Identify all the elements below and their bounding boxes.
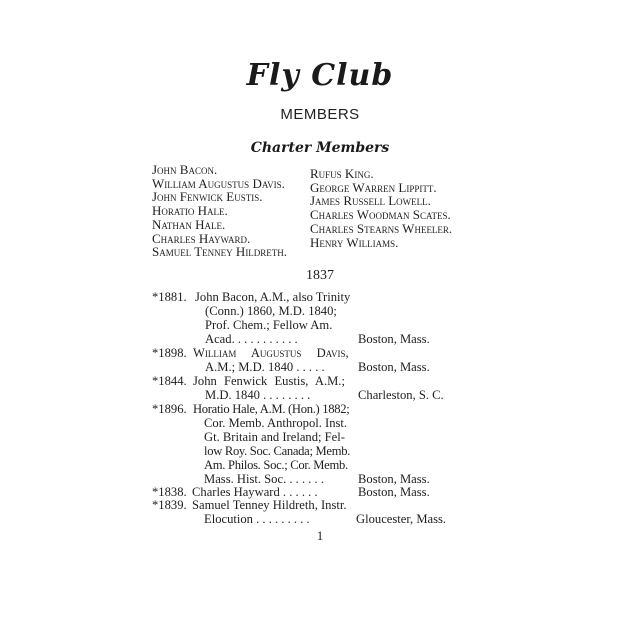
charter-member: Charles Woodman Scates. [310, 207, 451, 223]
charter-member: Horatio Hale. [152, 203, 228, 219]
charter-member: George Warren Lippitt. [310, 179, 437, 195]
charter-member: Rufus King. [310, 166, 374, 181]
club-title: Fly Club [246, 58, 394, 93]
charter-members-heading: Charter Members [250, 140, 390, 156]
entry-line: Elocution . . . . . . . . . [204, 512, 310, 526]
entry-place: Charleston, S. C. [358, 388, 444, 402]
entry-line: John Fenwick Eustis, A.M.; [193, 374, 345, 388]
charter-member: John Fenwick Eustis. [152, 189, 263, 205]
entry-line: low Roy. Soc. Canada; Memb. [204, 444, 351, 458]
charter-member: Henry Williams. [310, 234, 399, 250]
entry-line: Prof. Chem.; Fellow Am. [205, 318, 333, 332]
entry-line: Samuel Tenney Hildreth, Instr. [192, 498, 347, 512]
death-year: *1838. [152, 485, 187, 499]
entry-line: Charles Hayward . . . . . . [192, 485, 318, 499]
entry-line: John Bacon, A.M., also Trinity [195, 290, 351, 304]
death-year: *1898. [152, 346, 187, 360]
entry-place: Boston, Mass. [358, 360, 430, 374]
charter-members-right-column [310, 167, 452, 249]
death-year: *1844. [152, 374, 187, 388]
entry-line: M.D. 1840 . . . . . . . . [205, 388, 311, 402]
charter-member: James Russell Lowell. [310, 193, 431, 209]
members-heading: MEMBERS [280, 106, 360, 123]
entry-line: Am. Philos. Soc.; Cor. Memb. [204, 458, 348, 472]
death-year: *1839. [152, 498, 187, 512]
death-year: *1896. [152, 402, 187, 416]
page-number: 1 [316, 528, 324, 543]
entry-line: (Conn.) 1860, M.D. 1840; [205, 304, 337, 318]
charter-member: Samuel Tenney Hildreth. [152, 244, 288, 260]
entry-line: Acad. . . . . . . . . . . [205, 332, 298, 346]
death-year: *1881. [152, 290, 187, 304]
entry-place: Boston, Mass. [358, 472, 430, 486]
entry-place: Gloucester, Mass. [356, 512, 447, 526]
charter-member: Charles Hayward. [152, 230, 251, 246]
charter-members-left-column [152, 163, 287, 259]
charter-member: Charles Stearns Wheeler. [310, 220, 453, 236]
charter-member: William Augustus Davis. [152, 175, 285, 191]
entry-place: Boston, Mass. [358, 485, 430, 499]
entry-line: William Augustus Davis, [193, 346, 349, 360]
charter-member: Nathan Hale. [152, 216, 226, 232]
entry-line: A.M.; M.D. 1840 . . . . . [205, 360, 325, 374]
entry-line: Mass. Hist. Soc. . . . . . . [204, 472, 324, 486]
entry-line: Gt. Britain and Ireland; Fel- [204, 430, 345, 444]
entry-line: Cor. Memb. Anthropol. Inst. [204, 416, 348, 430]
entry-place: Boston, Mass. [358, 332, 430, 346]
year-heading: 1837 [306, 268, 334, 283]
charter-member: John Bacon. [152, 162, 218, 177]
entry-line: Horatio Hale, A.M. (Hon.) 1882; [193, 402, 350, 416]
